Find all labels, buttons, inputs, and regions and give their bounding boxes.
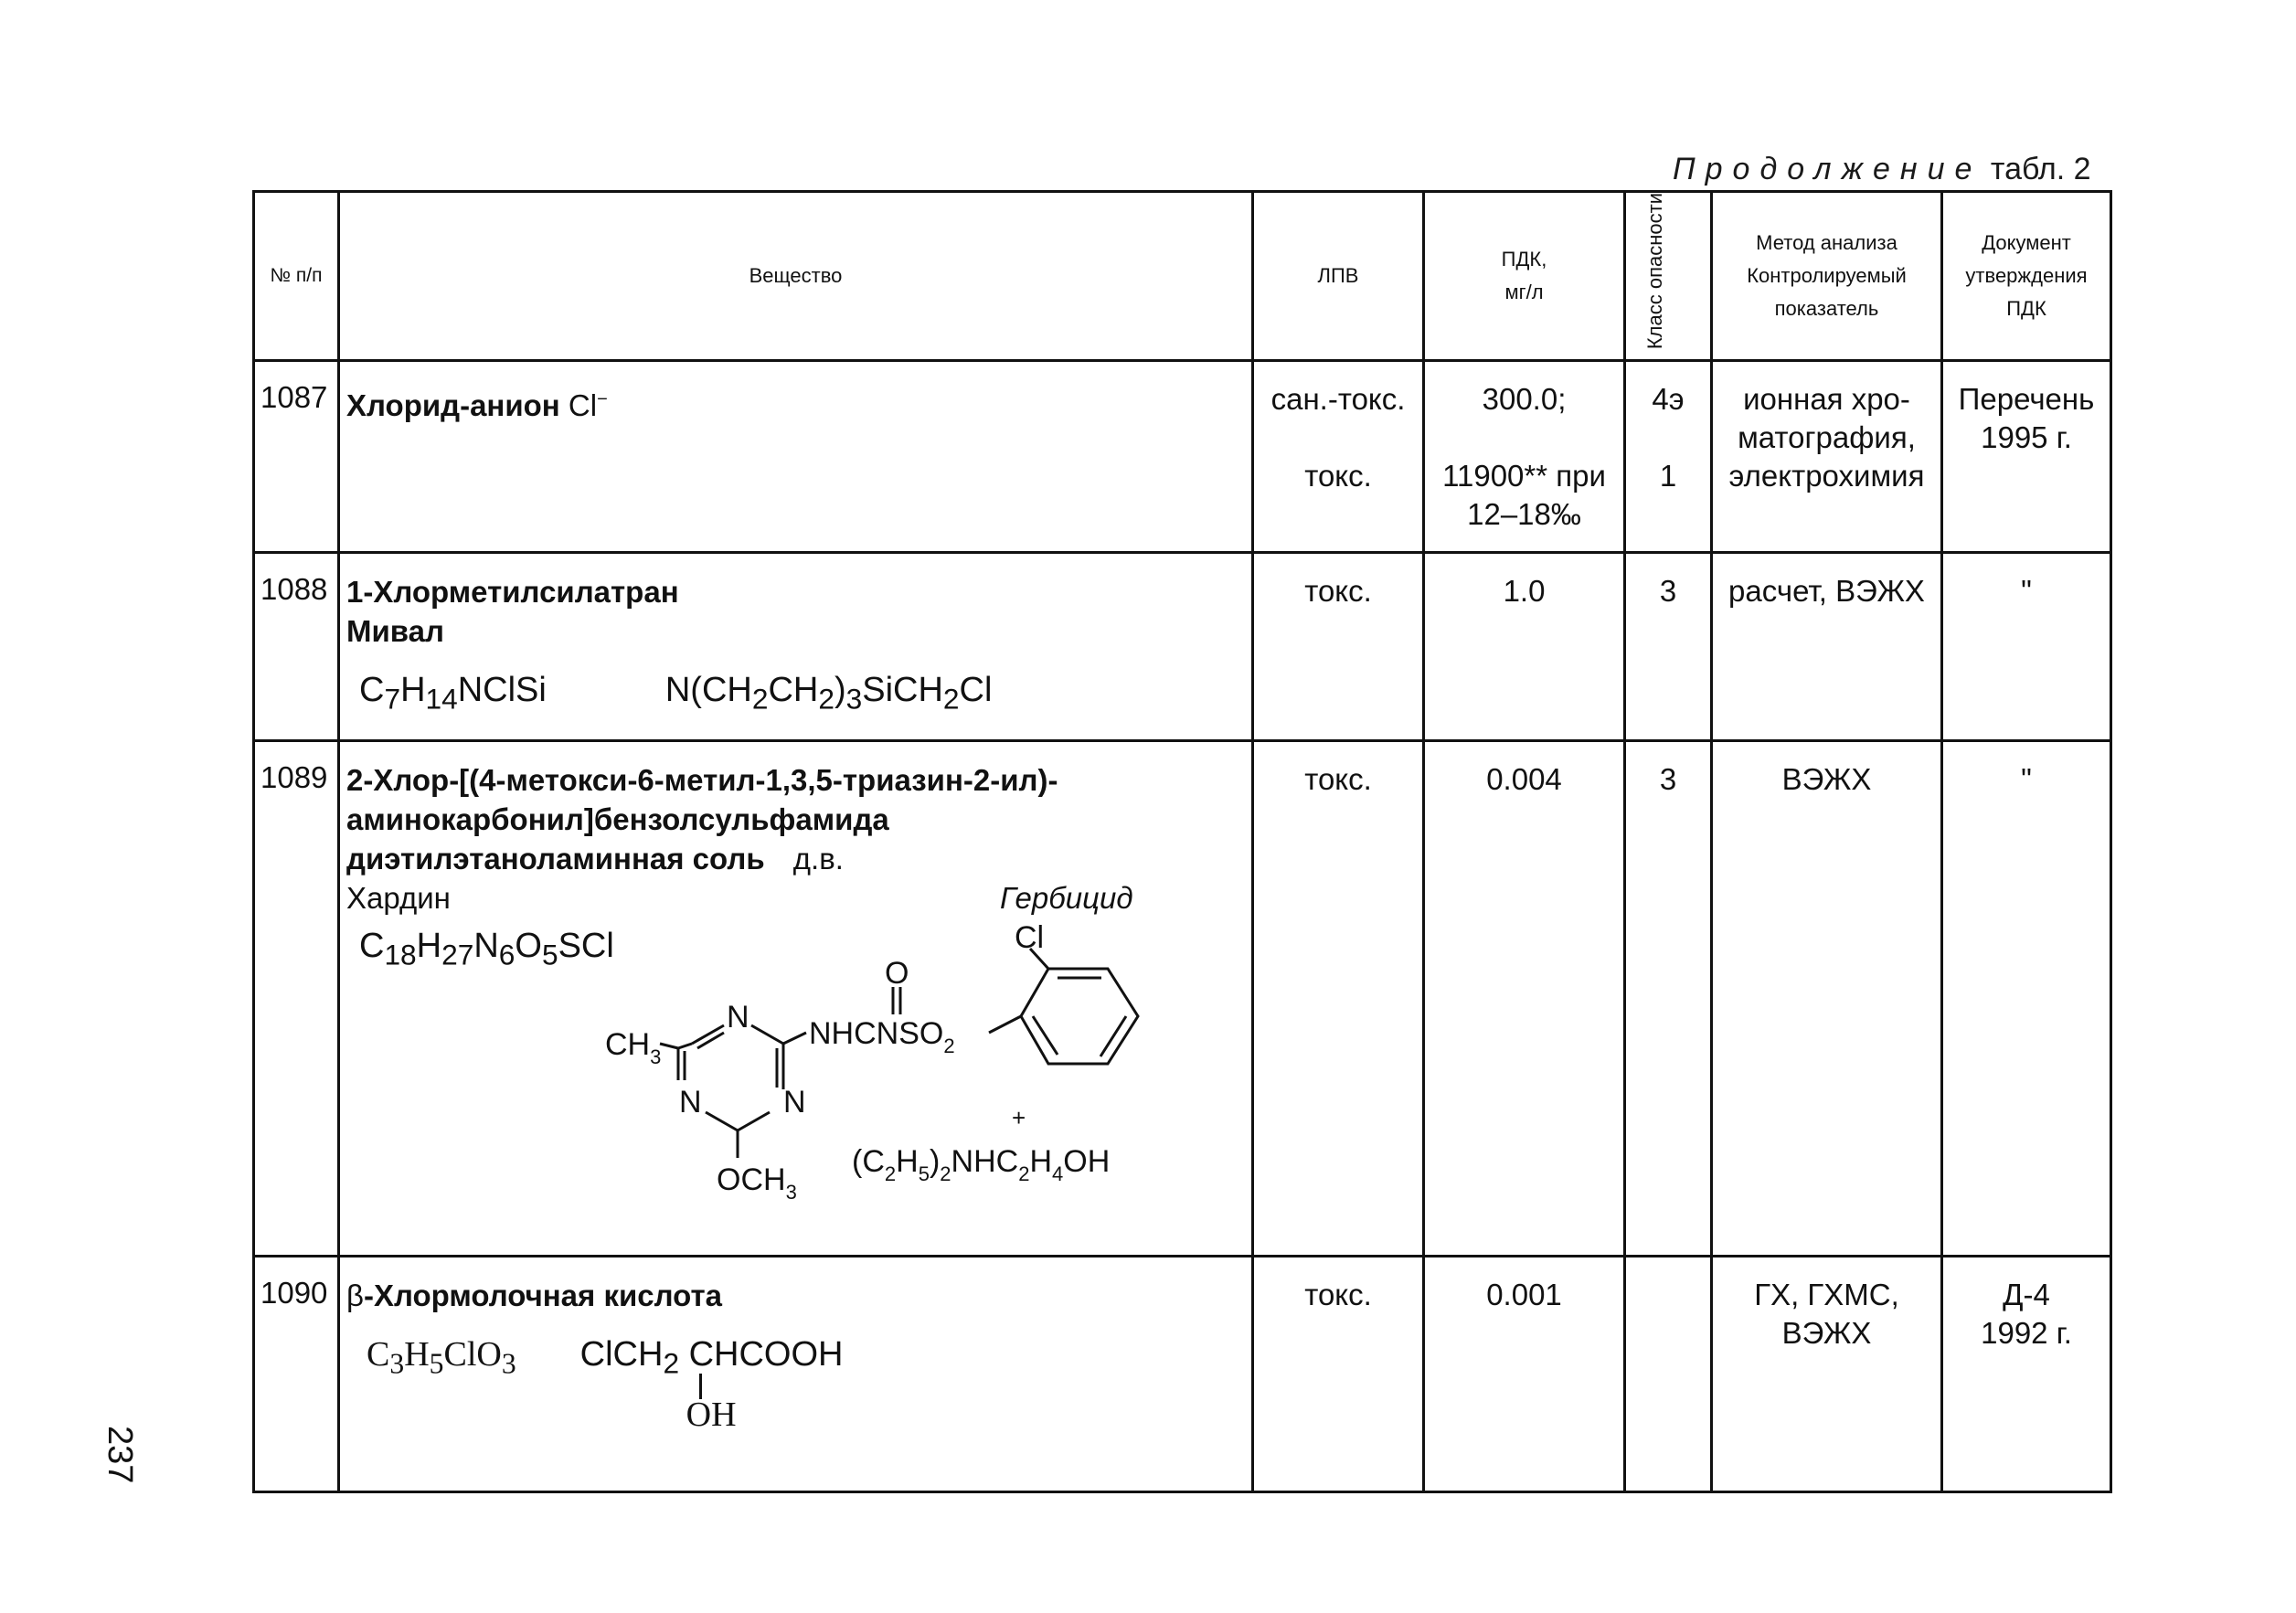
document-cell bbox=[1942, 361, 2111, 553]
lpv-value: токс. bbox=[1304, 459, 1372, 493]
document-cell bbox=[1942, 1257, 2111, 1492]
row-number: 1090 bbox=[254, 1257, 339, 1492]
header-substance: Вещество bbox=[339, 192, 1253, 361]
method-cell bbox=[1712, 1257, 1942, 1492]
header-document-line1: Документ bbox=[1982, 231, 2071, 255]
table-row bbox=[254, 741, 2111, 1257]
gross-formula: $C_7H_{14}NClSi$ bbox=[359, 671, 547, 716]
pdk-value: 11900** при bbox=[1442, 459, 1606, 493]
header-method bbox=[1712, 192, 1942, 361]
method-line: электрохимия bbox=[1728, 459, 1925, 493]
substance-cell bbox=[339, 553, 1253, 741]
caption-continuation: Продолжение bbox=[1673, 152, 1982, 186]
header-method-line3: показатель bbox=[1774, 297, 1879, 321]
class-cell bbox=[1625, 1257, 1712, 1492]
method-line: ВЭЖХ bbox=[1781, 1316, 1872, 1351]
header-pdk bbox=[1424, 192, 1625, 361]
methyl-label: $CH_3$ bbox=[605, 1027, 662, 1069]
caption-table-ref: табл. 2 bbox=[1990, 152, 2091, 186]
method-cell bbox=[1712, 361, 1942, 553]
substance-name-line: 2-Хлор-[(4-метокси-6-метил-1,3,5-триазин-2-ил)- bbox=[346, 763, 1058, 798]
method-cell: расчет, ВЭЖХ bbox=[1712, 553, 1942, 741]
trade-name: Хардин bbox=[346, 881, 451, 916]
page-number: 237 bbox=[101, 1426, 139, 1484]
gross-formula: $C_{18}H_{27}N_6O_5SCl$ bbox=[359, 927, 614, 971]
substance-table bbox=[252, 190, 2112, 1493]
document-line: 1995 г. bbox=[1981, 420, 2072, 455]
structural-formula: $N(CH_2CH_2)_3SiCH_2Cl$ bbox=[664, 671, 993, 716]
lpv-cell bbox=[1253, 361, 1424, 553]
lpv-value: сан.-токс. bbox=[1270, 382, 1406, 417]
salt-cation: $(C_2H_5)_2NHC_2H_4OH$ bbox=[852, 1144, 1111, 1186]
method-cell: ВЭЖХ bbox=[1712, 741, 1942, 1257]
methoxy-label: $OCH_3$ bbox=[717, 1162, 797, 1204]
ring-n-right: N bbox=[783, 1085, 806, 1120]
substance-name bbox=[346, 1276, 1251, 1315]
header-row bbox=[254, 192, 2111, 361]
document-cell: " bbox=[1942, 741, 2111, 1257]
method-line: матография, bbox=[1738, 420, 1916, 455]
class-cell: 3 bbox=[1625, 553, 1712, 741]
class-value: 4э bbox=[1652, 382, 1685, 417]
header-document-line3: ПДК bbox=[2006, 297, 2046, 321]
lpv-cell: токс. bbox=[1253, 741, 1424, 1257]
document-line: Перечень bbox=[1958, 382, 2095, 417]
ring-n-left: N bbox=[679, 1085, 702, 1120]
lpv-cell: токс. bbox=[1253, 1257, 1424, 1492]
substance-name: 1-Хлорметилсилатран bbox=[346, 575, 679, 610]
substance-cell bbox=[339, 361, 1253, 553]
document-line: 1992 г. bbox=[1981, 1316, 2072, 1351]
structural-formula: ClCH$_2$ CHCOOH OH bbox=[579, 1335, 844, 1435]
header-method-line1: Метод анализа bbox=[1756, 231, 1897, 255]
plus-charge: + bbox=[1012, 1104, 1026, 1132]
document-line: Д-4 bbox=[2003, 1278, 2050, 1312]
substance-name-line: аминокарбонил]бензолсульфамида bbox=[346, 802, 889, 837]
row-number: 1088 bbox=[254, 553, 339, 741]
trade-name: Мивал bbox=[346, 614, 444, 649]
pdk-cell bbox=[1424, 361, 1625, 553]
formula-line bbox=[346, 1335, 1251, 1435]
method-line: ГХ, ГХМС, bbox=[1754, 1278, 1899, 1312]
class-cell bbox=[1625, 361, 1712, 553]
gross-formula: $C_3H_5ClO_3$ bbox=[367, 1335, 516, 1380]
pdk-value: 12–18‰ bbox=[1467, 497, 1581, 532]
header-class-label: Класс опасности bbox=[1643, 193, 1666, 350]
header-pdk-unit: мг/л bbox=[1504, 281, 1544, 304]
pdk-cell: 0.001 bbox=[1424, 1257, 1625, 1492]
row-number: 1087 bbox=[254, 361, 339, 553]
beta-prefix: β bbox=[346, 1279, 364, 1313]
amide-sulfonyl-label: $NHCNSO_2$ bbox=[809, 1016, 955, 1058]
substance-name: Хлорид-анион bbox=[346, 388, 560, 423]
carbonyl-o: O bbox=[885, 956, 909, 992]
header-pdk-label: ПДК, bbox=[1501, 248, 1547, 271]
table-row bbox=[254, 1257, 2111, 1492]
substance-cell bbox=[339, 1257, 1253, 1492]
lpv-cell: токс. bbox=[1253, 553, 1424, 741]
pdk-cell: 0.004 bbox=[1424, 741, 1625, 1257]
header-class bbox=[1625, 192, 1712, 361]
active-ingredient-mark: д.в. bbox=[792, 842, 844, 876]
class-value: 1 bbox=[1659, 459, 1677, 493]
document-cell: " bbox=[1942, 553, 2111, 741]
chlorine-label: Cl bbox=[1015, 920, 1045, 956]
table-row bbox=[254, 553, 2111, 741]
header-lpv: ЛПВ bbox=[1253, 192, 1424, 361]
pdk-cell: 1.0 bbox=[1424, 553, 1625, 741]
hydroxyl-group: OH bbox=[686, 1395, 737, 1435]
header-num: № п/п bbox=[254, 192, 339, 361]
pdk-value: 300.0; bbox=[1482, 382, 1567, 417]
header-document-line2: утверждения bbox=[1965, 264, 2088, 288]
substance-name-text: -Хлормолочная кислота bbox=[363, 1279, 722, 1313]
row-number: 1089 bbox=[254, 741, 339, 1257]
ion-symbol: Cl bbox=[568, 388, 598, 423]
ring-n-top: N bbox=[727, 1000, 749, 1035]
use-label: Гербицид bbox=[1000, 881, 1133, 916]
structure-diagram bbox=[340, 742, 1254, 1258]
class-cell: 3 bbox=[1625, 741, 1712, 1257]
method-line: ионная хро- bbox=[1743, 382, 1910, 417]
table-caption bbox=[1673, 152, 2091, 187]
header-method-line2: Контролируемый bbox=[1747, 264, 1907, 288]
substance-cell bbox=[339, 741, 1253, 1257]
substance-ion: Cl− bbox=[568, 388, 608, 423]
salt-name: диэтилэтаноламинная соль bbox=[346, 842, 765, 876]
formula-line bbox=[346, 671, 1251, 719]
header-document bbox=[1942, 192, 2111, 361]
table-row bbox=[254, 361, 2111, 553]
